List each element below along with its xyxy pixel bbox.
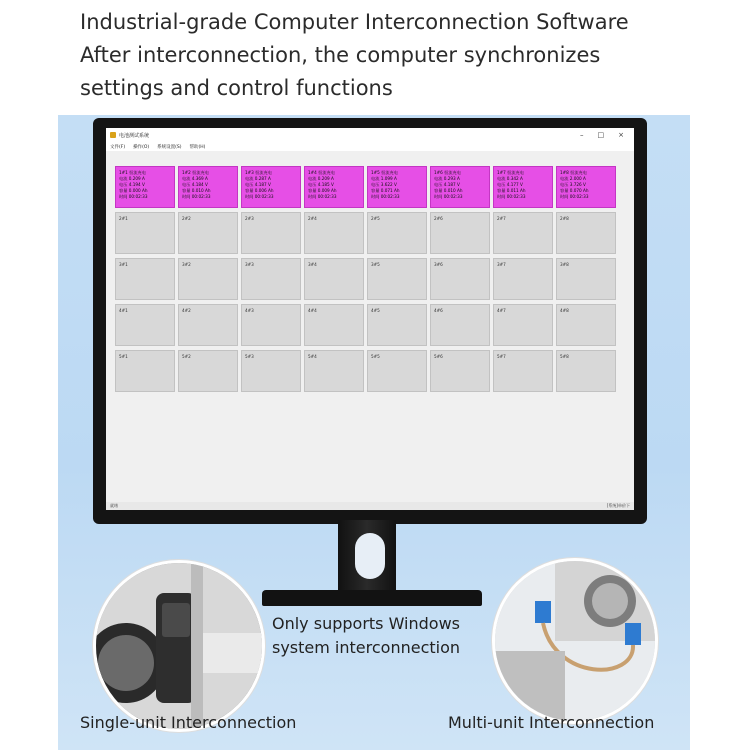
channel-cell[interactable] (367, 258, 427, 300)
channel-cell[interactable] (493, 304, 553, 346)
channel-id: 2#2 (182, 216, 191, 221)
channel-id: 1#2 恒流充电 (182, 170, 209, 175)
channel-id: 5#3 (245, 354, 254, 359)
channel-cell[interactable] (241, 258, 301, 300)
channel-current: 电流 0.287 A (245, 176, 271, 181)
channel-id: 5#4 (308, 354, 317, 359)
channel-grid (109, 158, 631, 486)
channel-cell[interactable] (178, 212, 238, 254)
channel-cell[interactable] (304, 166, 364, 208)
channel-cell[interactable] (115, 258, 175, 300)
channel-cell[interactable] (367, 304, 427, 346)
channel-cell[interactable] (115, 212, 175, 254)
channel-cell[interactable] (115, 350, 175, 392)
channel-cell[interactable] (304, 212, 364, 254)
single-unit-photo (93, 560, 265, 732)
channel-id: 1#4 恒流充电 (308, 170, 335, 175)
channel-capacity: 容量 0.009 Ah (308, 188, 337, 193)
channel-time: 时间 00:02:33 (560, 194, 589, 199)
channel-voltage: 电压 4.187 V (434, 182, 460, 187)
headline-line-1: Industrial-grade Computer Interconnection Software (80, 10, 629, 34)
channel-cell[interactable] (241, 304, 301, 346)
channel-cell[interactable] (493, 258, 553, 300)
channel-time: 时间 00:02:33 (371, 194, 400, 199)
channel-id: 2#8 (560, 216, 569, 221)
app-window (106, 128, 634, 510)
status-bar (106, 502, 634, 510)
channel-cell[interactable] (304, 350, 364, 392)
channel-cell[interactable] (367, 350, 427, 392)
channel-cell[interactable] (178, 304, 238, 346)
channel-current: 电流 4.369 A (182, 176, 208, 181)
channel-id: 3#1 (119, 262, 128, 267)
channel-voltage: 电压 4.177 V (497, 182, 523, 187)
channel-voltage: 电压 4.184 V (182, 182, 208, 187)
channel-current: 电流 0.209 A (308, 176, 334, 181)
channel-cell[interactable] (430, 212, 490, 254)
channel-id: 3#6 (434, 262, 443, 267)
channel-id: 4#1 (119, 308, 128, 313)
channel-capacity: 容量 0.006 Ah (245, 188, 274, 193)
channel-voltage: 电压 3.726 V (560, 182, 586, 187)
channel-voltage: 电压 4.187 V (245, 182, 271, 187)
channel-id: 4#8 (560, 308, 569, 313)
multi-unit-illustration (495, 561, 655, 721)
app-icon (110, 132, 116, 138)
single-unit-illustration (96, 563, 262, 729)
channel-id: 1#8 恒流充电 (560, 170, 587, 175)
channel-current: 电流 0.209 A (119, 176, 145, 181)
channel-time: 时间 00:02:33 (119, 194, 148, 199)
channel-id: 5#7 (497, 354, 506, 359)
window-controls (580, 131, 624, 139)
channel-cell[interactable] (430, 166, 490, 208)
channel-id: 2#3 (245, 216, 254, 221)
channel-capacity: 容量 0.010 Ah (182, 188, 211, 193)
channel-id: 5#8 (560, 354, 569, 359)
channel-cell[interactable] (178, 258, 238, 300)
channel-voltage: 电压 4.185 V (308, 182, 334, 187)
caption-windows-1: Only supports Windows (272, 614, 461, 633)
channel-capacity: 容量 0.071 Ah (371, 188, 400, 193)
channel-capacity: 容量 0.000 Ah (119, 188, 148, 193)
close-button[interactable]: × (618, 131, 624, 139)
channel-voltage: 电压 4.194 V (119, 182, 145, 187)
channel-id: 3#3 (245, 262, 254, 267)
channel-id: 1#3 恒流充电 (245, 170, 272, 175)
channel-id: 1#7 恒流充电 (497, 170, 524, 175)
channel-capacity: 容量 0.070 Ah (560, 188, 589, 193)
channel-cell[interactable] (115, 304, 175, 346)
headline-line-2: After interconnection, the computer synchronizes (80, 43, 601, 67)
channel-time: 时间 00:02:33 (245, 194, 274, 199)
channel-id: 4#6 (434, 308, 443, 313)
channel-id: 3#4 (308, 262, 317, 267)
channel-cell[interactable] (178, 350, 238, 392)
channel-id: 3#8 (560, 262, 569, 267)
channel-cell[interactable] (556, 166, 616, 208)
channel-cell[interactable] (304, 258, 364, 300)
menu-settings[interactable]: 系统设置(S) (157, 144, 182, 150)
channel-id: 2#6 (434, 216, 443, 221)
monitor-stand-base (262, 590, 482, 606)
channel-cell[interactable] (367, 212, 427, 254)
channel-current: 电流 2.000 A (560, 176, 586, 181)
channel-id: 2#4 (308, 216, 317, 221)
headline (80, 6, 740, 105)
channel-id: 4#4 (308, 308, 317, 313)
channel-cell[interactable] (430, 350, 490, 392)
channel-id: 5#1 (119, 354, 128, 359)
channel-capacity: 容量 0.011 Ah (497, 188, 526, 193)
caption-single-unit: Single-unit Interconnection (80, 713, 297, 732)
status-left: 就绪 (110, 503, 118, 508)
channel-current: 电流 0.293 A (434, 176, 460, 181)
menu-help[interactable]: 帮助(H) (189, 144, 206, 150)
menu-file[interactable]: 文件(F) (110, 144, 126, 150)
caption-windows-2: system interconnection (272, 638, 461, 657)
maximize-button[interactable]: □ (597, 131, 605, 139)
channel-cell[interactable] (115, 166, 175, 208)
channel-cell[interactable] (430, 304, 490, 346)
channel-cell[interactable] (493, 212, 553, 254)
window-titlebar (106, 128, 634, 142)
channel-cell[interactable] (556, 212, 616, 254)
channel-id: 4#3 (245, 308, 254, 313)
channel-cell[interactable] (367, 166, 427, 208)
channel-cell[interactable] (430, 258, 490, 300)
channel-current: 电流 1.099 A (371, 176, 397, 181)
channel-cell[interactable] (304, 304, 364, 346)
channel-current: 电流 0.342 A (497, 176, 523, 181)
channel-cell[interactable] (178, 166, 238, 208)
channel-id: 3#7 (497, 262, 506, 267)
channel-cell[interactable] (241, 166, 301, 208)
channel-cell[interactable] (556, 258, 616, 300)
channel-time: 时间 00:02:33 (182, 194, 211, 199)
menu-bar (106, 142, 634, 151)
channel-cell[interactable] (493, 350, 553, 392)
caption-multi-unit: Multi-unit Interconnection (448, 713, 655, 732)
channel-id: 5#5 (371, 354, 380, 359)
multi-unit-photo (492, 558, 658, 724)
channel-id: 4#5 (371, 308, 380, 313)
channel-id: 5#6 (434, 354, 443, 359)
channel-id: 2#5 (371, 216, 380, 221)
channel-capacity: 容量 0.010 Ah (434, 188, 463, 193)
status-right: [系统]单价下 (606, 503, 630, 508)
channel-id: 3#5 (371, 262, 380, 267)
channel-id: 4#2 (182, 308, 191, 313)
channel-cell[interactable] (556, 350, 616, 392)
menu-operate[interactable]: 操作(O) (133, 144, 150, 150)
channel-id: 1#6 恒流充电 (434, 170, 461, 175)
window-title: 电池测试系统 (119, 132, 150, 139)
channel-cell[interactable] (556, 304, 616, 346)
channel-id: 5#2 (182, 354, 191, 359)
channel-id: 1#1 恒流充电 (119, 170, 146, 175)
channel-time: 时间 00:02:33 (308, 194, 337, 199)
headline-line-3: settings and control functions (80, 76, 393, 100)
channel-cell[interactable] (241, 350, 301, 392)
channel-id: 2#7 (497, 216, 506, 221)
minimize-button[interactable]: – (580, 131, 584, 139)
channel-cell[interactable] (493, 166, 553, 208)
channel-cell[interactable] (241, 212, 301, 254)
channel-id: 1#5 恒流充电 (371, 170, 398, 175)
channel-time: 时间 00:02:33 (497, 194, 526, 199)
channel-id: 3#2 (182, 262, 191, 267)
channel-voltage: 电压 3.622 V (371, 182, 397, 187)
channel-time: 时间 00:02:33 (434, 194, 463, 199)
stand-cable-hole (355, 533, 385, 579)
channel-id: 4#7 (497, 308, 506, 313)
channel-id: 2#1 (119, 216, 128, 221)
